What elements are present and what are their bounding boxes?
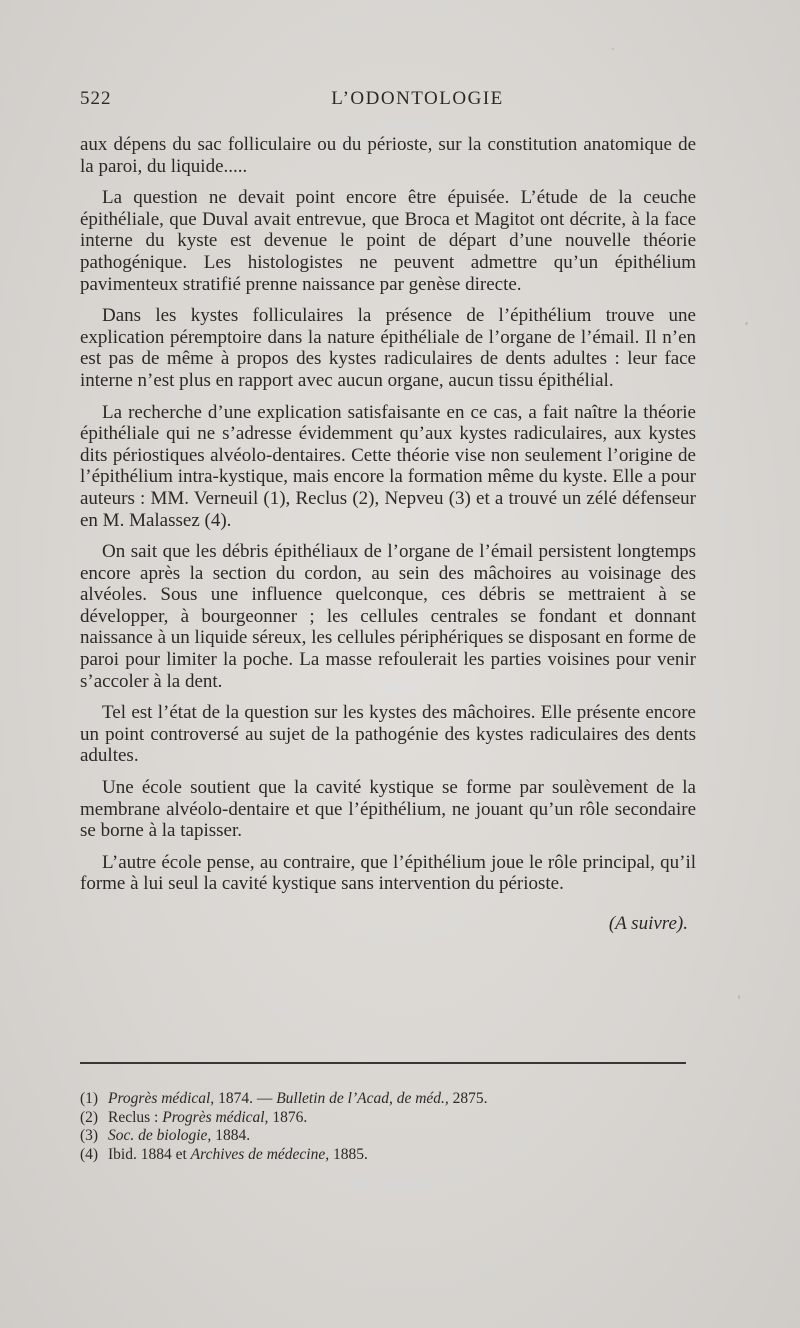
footnote (80, 1127, 700, 1146)
footnote-text: 2875. (448, 1090, 488, 1107)
footnote-text: 1874. — (214, 1090, 277, 1107)
running-title: L’ODONTOLOGIE (331, 88, 504, 109)
footnote-text: 1885. (329, 1145, 368, 1163)
footnote-text: Bulletin de l’Acad, de méd., (276, 1090, 449, 1107)
footnote-number: (1) (80, 1090, 99, 1107)
paragraph: Une école soutient que la cavité kystique se forme par soulèvement de la membrane alvéolo-dentaire et que l’épithélium, ne jouant qu’un rôle secondaire se borne à la tapisser. (80, 777, 696, 842)
footnote-number: (2) (80, 1108, 99, 1126)
footnotes (80, 1090, 700, 1164)
footnote-text: 1884. (211, 1127, 251, 1144)
footnote-divider (80, 1062, 686, 1064)
footnote-text: Reclus : (108, 1108, 163, 1126)
page-number: 522 (80, 88, 112, 109)
footnote-text: Progrès médical, (162, 1108, 269, 1126)
footnote (80, 1090, 700, 1109)
footnote (80, 1109, 700, 1128)
footnote-number: (4) (80, 1145, 99, 1163)
footnote-text: Soc. de biologie, (108, 1127, 212, 1144)
footnote-text: Ibid. 1884 et (108, 1145, 191, 1163)
footnote-text: Progrès médical, (108, 1090, 215, 1107)
paper-speck (745, 322, 748, 325)
paragraph: aux dépens du sac folliculaire ou du périoste, sur la constitution anatomique de la paroi, du liquide..... (80, 134, 696, 177)
paper-speck (738, 995, 740, 999)
page-header (80, 88, 725, 114)
paragraph: La question ne devait point encore être épuisée. L’étude de la ceuche épithéliale, que Duval avait entrevue, que Broca et Magitot ont décrite, à la face interne du kyste est devenue le point de départ d’une nouvelle théorie pathogénique. Les histologistes ne peuvent admettre qu’un épithélium pavimenteux stratifié prenne naissance par genèse directe. (80, 187, 696, 295)
article-body (80, 134, 696, 935)
paper-speck (612, 48, 614, 50)
paragraph: Dans les kystes folliculaires la présence de l’épithélium trouve une explication péremptoire dans la nature épithéliale de l’organe de l’émail. Il n’en est pas de même à propos des kystes radiculaires de dents adultes : leur face interne n’est plus en rapport avec aucun organe, aucun tissu épithélial. (80, 305, 696, 391)
paragraph: On sait que les débris épithéliaux de l’organe de l’émail persistent longtemps encore après la section du cordon, au sein des mâchoires au voisinage des alvéoles. Sous une influence quelconque, ces débris se mettraient à se développer, à bourgeonner ; les cellules centrales se fondant et donnant naissance à un liquide séreux, les cellules périphériques se disposant en forme de paroi pour limiter la poche. La masse refoulerait les parties voisines pour venir s’accoler à la dent. (80, 541, 696, 692)
footnote-text: 1876. (268, 1108, 308, 1126)
footnote-number: (3) (80, 1127, 99, 1144)
footnote (80, 1146, 700, 1165)
continued-note: (A suivre). (608, 913, 688, 934)
paragraph: La recherche d’une explication satisfaisante en ce cas, a fait naître la théorie épithéliale qui ne s’adresse évidemment qu’aux kystes radiculaires, aux kystes dits périostiques alvéolo-dentaires. Cette théorie vise non seulement l’origine de l’épithélium intra-kystique, mais encore la formation même du kyste. Elle a pour auteurs : MM. Verneuil (1), Reclus (2), Nepveu (3) et a trouvé un zélé défenseur en M. Malassez (4). (80, 401, 696, 531)
footnote-text: Archives de médecine, (190, 1145, 330, 1163)
paragraph: L’autre école pense, au contraire, que l’épithélium joue le rôle principal, qu’il forme à lui seul la cavité kystique sans intervention du périoste. (80, 851, 696, 895)
paragraph: Tel est l’état de la question sur les kystes des mâchoires. Elle présente encore un point controversé au sujet de la pathogénie des kystes radiculaires des dents adultes. (80, 702, 696, 767)
